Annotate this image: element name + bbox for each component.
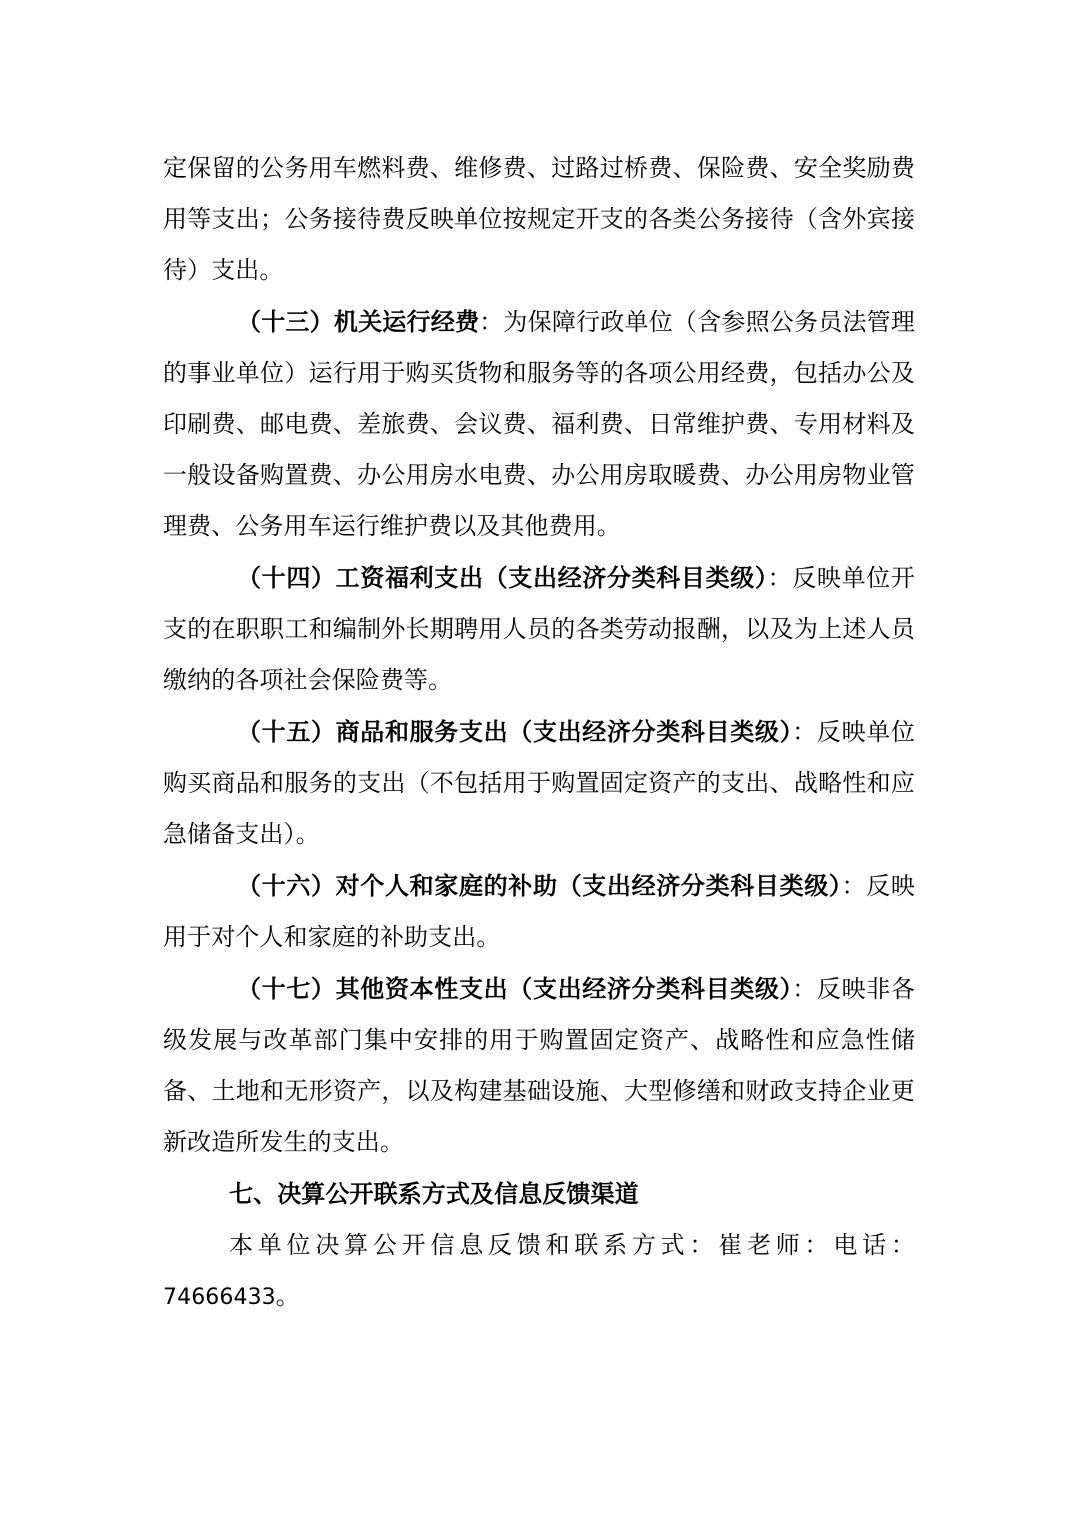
paragraph-text: ：反映用于对个人和家庭的补助支出。 [163, 872, 915, 951]
paragraph-15 [163, 706, 915, 860]
contact-phone: 74666433 [163, 1285, 276, 1310]
document-body [163, 143, 915, 1323]
paragraph-heading: （十七）其他资本性支出（支出经济分类科目类级） [237, 974, 793, 1003]
contact-text: 本单位决算公开信息反馈和联系方式：崔老师：电话： [229, 1231, 915, 1259]
paragraph-16 [163, 860, 915, 963]
paragraph-text: ：反映非各级发展与改革部门集中安排的用于购置固定资产、战略性和应急性储备、土地和无形资产，以及构建基础设施、大型修缮和财政支持企业更新改造所发生的支出。 [163, 975, 915, 1156]
paragraph-text: ：反映单位购买商品和服务的支出（不包括用于购置固定资产的支出、战略性和应急储备支出）。 [163, 718, 915, 848]
paragraph-heading: （十五）商品和服务支出（支出经济分类科目类级） [237, 717, 793, 746]
paragraph-text: 定保留的公务用车燃料费、维修费、过路过桥费、保险费、安全奖励费用等支出；公务接待费反映单位按规定开支的各类公务接待（含外宾接待）支出。 [163, 154, 915, 284]
paragraph-text: ：反映单位开支的在职职工和编制外长期聘用人员的各类劳动报酬，以及为上述人员缴纳的各项社会保险费等。 [163, 564, 915, 694]
paragraph-13 [163, 296, 915, 552]
paragraph-17 [163, 963, 915, 1168]
contact-end: 。 [275, 1282, 300, 1310]
section-7-heading [163, 1168, 915, 1220]
contact-paragraph [163, 1220, 915, 1323]
paragraph-text: ：为保障行政单位（含参照公务员法管理的事业单位）运行用于购买货物和服务等的各项公用经费，包括办公及印刷费、邮电费、差旅费、会议费、福利费、日常维护费、专用材料及一般设备购置费、办公用房水电费、办公用房取暖费、办公用房物业管理费、公务用车运行维护费以及其他费用。 [163, 308, 915, 540]
section-title: 七、决算公开联系方式及信息反馈渠道 [229, 1179, 639, 1208]
paragraph-14 [163, 552, 915, 706]
paragraph-heading: （十六）对个人和家庭的补助（支出经济分类科目类级） [237, 871, 842, 900]
paragraph-heading: （十四）工资福利支出（支出经济分类科目类级） [237, 563, 768, 592]
paragraph-heading: （十三）机关运行经费 [237, 307, 480, 336]
paragraph-continued [163, 143, 915, 296]
